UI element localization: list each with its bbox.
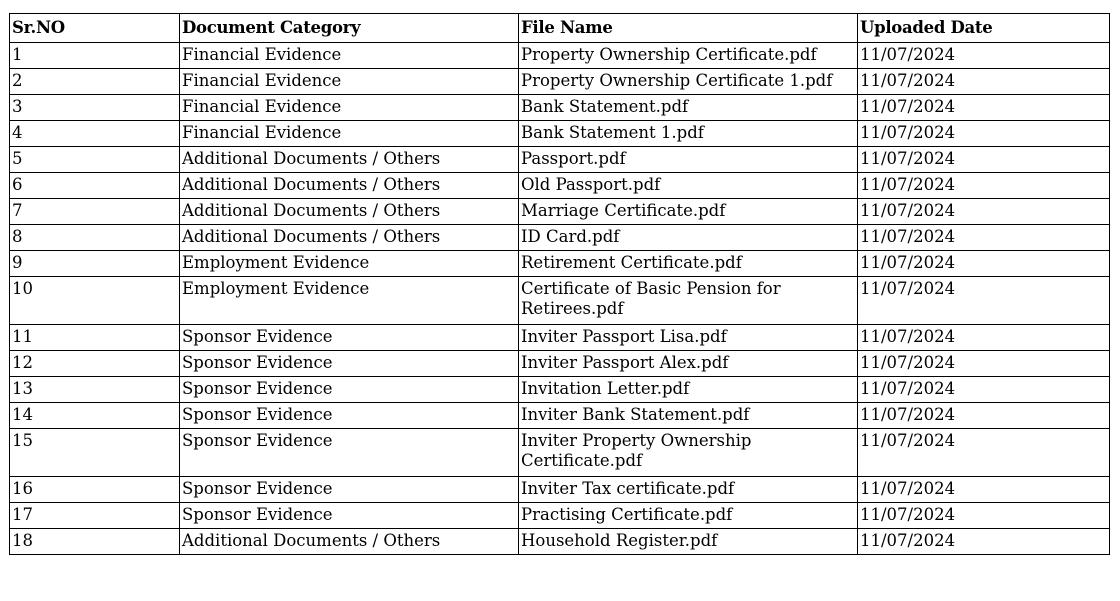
cell-sr-no: 17 [10,503,180,529]
cell-uploaded-date: 11/07/2024 [858,121,1110,147]
cell-document-category: Sponsor Evidence [180,503,519,529]
header-document-category: Document Category [180,14,519,43]
cell-uploaded-date: 11/07/2024 [858,429,1110,477]
cell-file-name: Certificate of Basic Pension for Retirees.pdf [519,277,858,325]
table-row [10,277,1110,325]
table-header [10,14,1110,43]
cell-sr-no: 2 [10,69,180,95]
cell-file-name: Property Ownership Certificate 1.pdf [519,69,858,95]
cell-document-category: Financial Evidence [180,95,519,121]
cell-sr-no: 13 [10,377,180,403]
cell-document-category: Additional Documents / Others [180,199,519,225]
cell-document-category: Employment Evidence [180,251,519,277]
table-row [10,69,1110,95]
cell-sr-no: 4 [10,121,180,147]
table-row [10,121,1110,147]
cell-uploaded-date: 11/07/2024 [858,225,1110,251]
cell-file-name: Bank Statement.pdf [519,95,858,121]
header-uploaded-date: Uploaded Date [858,14,1110,43]
cell-document-category: Sponsor Evidence [180,403,519,429]
cell-document-category: Sponsor Evidence [180,351,519,377]
header-sr-no: Sr.NO [10,14,180,43]
cell-document-category: Sponsor Evidence [180,377,519,403]
cell-document-category: Financial Evidence [180,43,519,69]
table-row [10,199,1110,225]
cell-uploaded-date: 11/07/2024 [858,529,1110,555]
cell-document-category: Additional Documents / Others [180,529,519,555]
cell-sr-no: 10 [10,277,180,325]
cell-document-category: Financial Evidence [180,121,519,147]
table-row [10,351,1110,377]
cell-sr-no: 3 [10,95,180,121]
cell-document-category: Additional Documents / Others [180,173,519,199]
table-row [10,429,1110,477]
cell-file-name: Inviter Bank Statement.pdf [519,403,858,429]
cell-file-name: Retirement Certificate.pdf [519,251,858,277]
cell-sr-no: 11 [10,325,180,351]
cell-sr-no: 12 [10,351,180,377]
cell-sr-no: 6 [10,173,180,199]
table-row [10,147,1110,173]
table-row [10,95,1110,121]
cell-sr-no: 5 [10,147,180,173]
cell-file-name: Property Ownership Certificate.pdf [519,43,858,69]
header-row [10,14,1110,43]
cell-uploaded-date: 11/07/2024 [858,69,1110,95]
cell-uploaded-date: 11/07/2024 [858,377,1110,403]
cell-sr-no: 15 [10,429,180,477]
table-row [10,529,1110,555]
cell-file-name: Inviter Passport Alex.pdf [519,351,858,377]
cell-file-name: ID Card.pdf [519,225,858,251]
table-row [10,251,1110,277]
cell-uploaded-date: 11/07/2024 [858,147,1110,173]
cell-uploaded-date: 11/07/2024 [858,277,1110,325]
cell-file-name: Bank Statement 1.pdf [519,121,858,147]
table-row [10,173,1110,199]
cell-uploaded-date: 11/07/2024 [858,95,1110,121]
cell-file-name: Passport.pdf [519,147,858,173]
cell-document-category: Sponsor Evidence [180,325,519,351]
cell-file-name: Practising Certificate.pdf [519,503,858,529]
cell-uploaded-date: 11/07/2024 [858,251,1110,277]
cell-file-name: Marriage Certificate.pdf [519,199,858,225]
cell-sr-no: 8 [10,225,180,251]
table-row [10,43,1110,69]
cell-document-category: Sponsor Evidence [180,429,519,477]
cell-document-category: Employment Evidence [180,277,519,325]
cell-uploaded-date: 11/07/2024 [858,199,1110,225]
cell-file-name: Invitation Letter.pdf [519,377,858,403]
cell-document-category: Financial Evidence [180,69,519,95]
cell-file-name: Inviter Tax certificate.pdf [519,477,858,503]
table-row [10,325,1110,351]
cell-sr-no: 16 [10,477,180,503]
table-row [10,377,1110,403]
cell-uploaded-date: 11/07/2024 [858,173,1110,199]
cell-file-name: Household Register.pdf [519,529,858,555]
cell-document-category: Sponsor Evidence [180,477,519,503]
table-row [10,503,1110,529]
cell-document-category: Additional Documents / Others [180,225,519,251]
table-row [10,477,1110,503]
cell-uploaded-date: 11/07/2024 [858,43,1110,69]
cell-uploaded-date: 11/07/2024 [858,325,1110,351]
cell-uploaded-date: 11/07/2024 [858,477,1110,503]
cell-uploaded-date: 11/07/2024 [858,403,1110,429]
table-body [10,43,1110,555]
cell-uploaded-date: 11/07/2024 [858,351,1110,377]
cell-sr-no: 9 [10,251,180,277]
cell-file-name: Inviter Passport Lisa.pdf [519,325,858,351]
cell-sr-no: 18 [10,529,180,555]
cell-sr-no: 7 [10,199,180,225]
cell-sr-no: 14 [10,403,180,429]
cell-file-name: Old Passport.pdf [519,173,858,199]
cell-file-name: Inviter Property Ownership Certificate.pdf [519,429,858,477]
header-file-name: File Name [519,14,858,43]
uploaded-documents-table [9,13,1110,555]
cell-uploaded-date: 11/07/2024 [858,503,1110,529]
cell-document-category: Additional Documents / Others [180,147,519,173]
table-row [10,403,1110,429]
table-row [10,225,1110,251]
cell-sr-no: 1 [10,43,180,69]
